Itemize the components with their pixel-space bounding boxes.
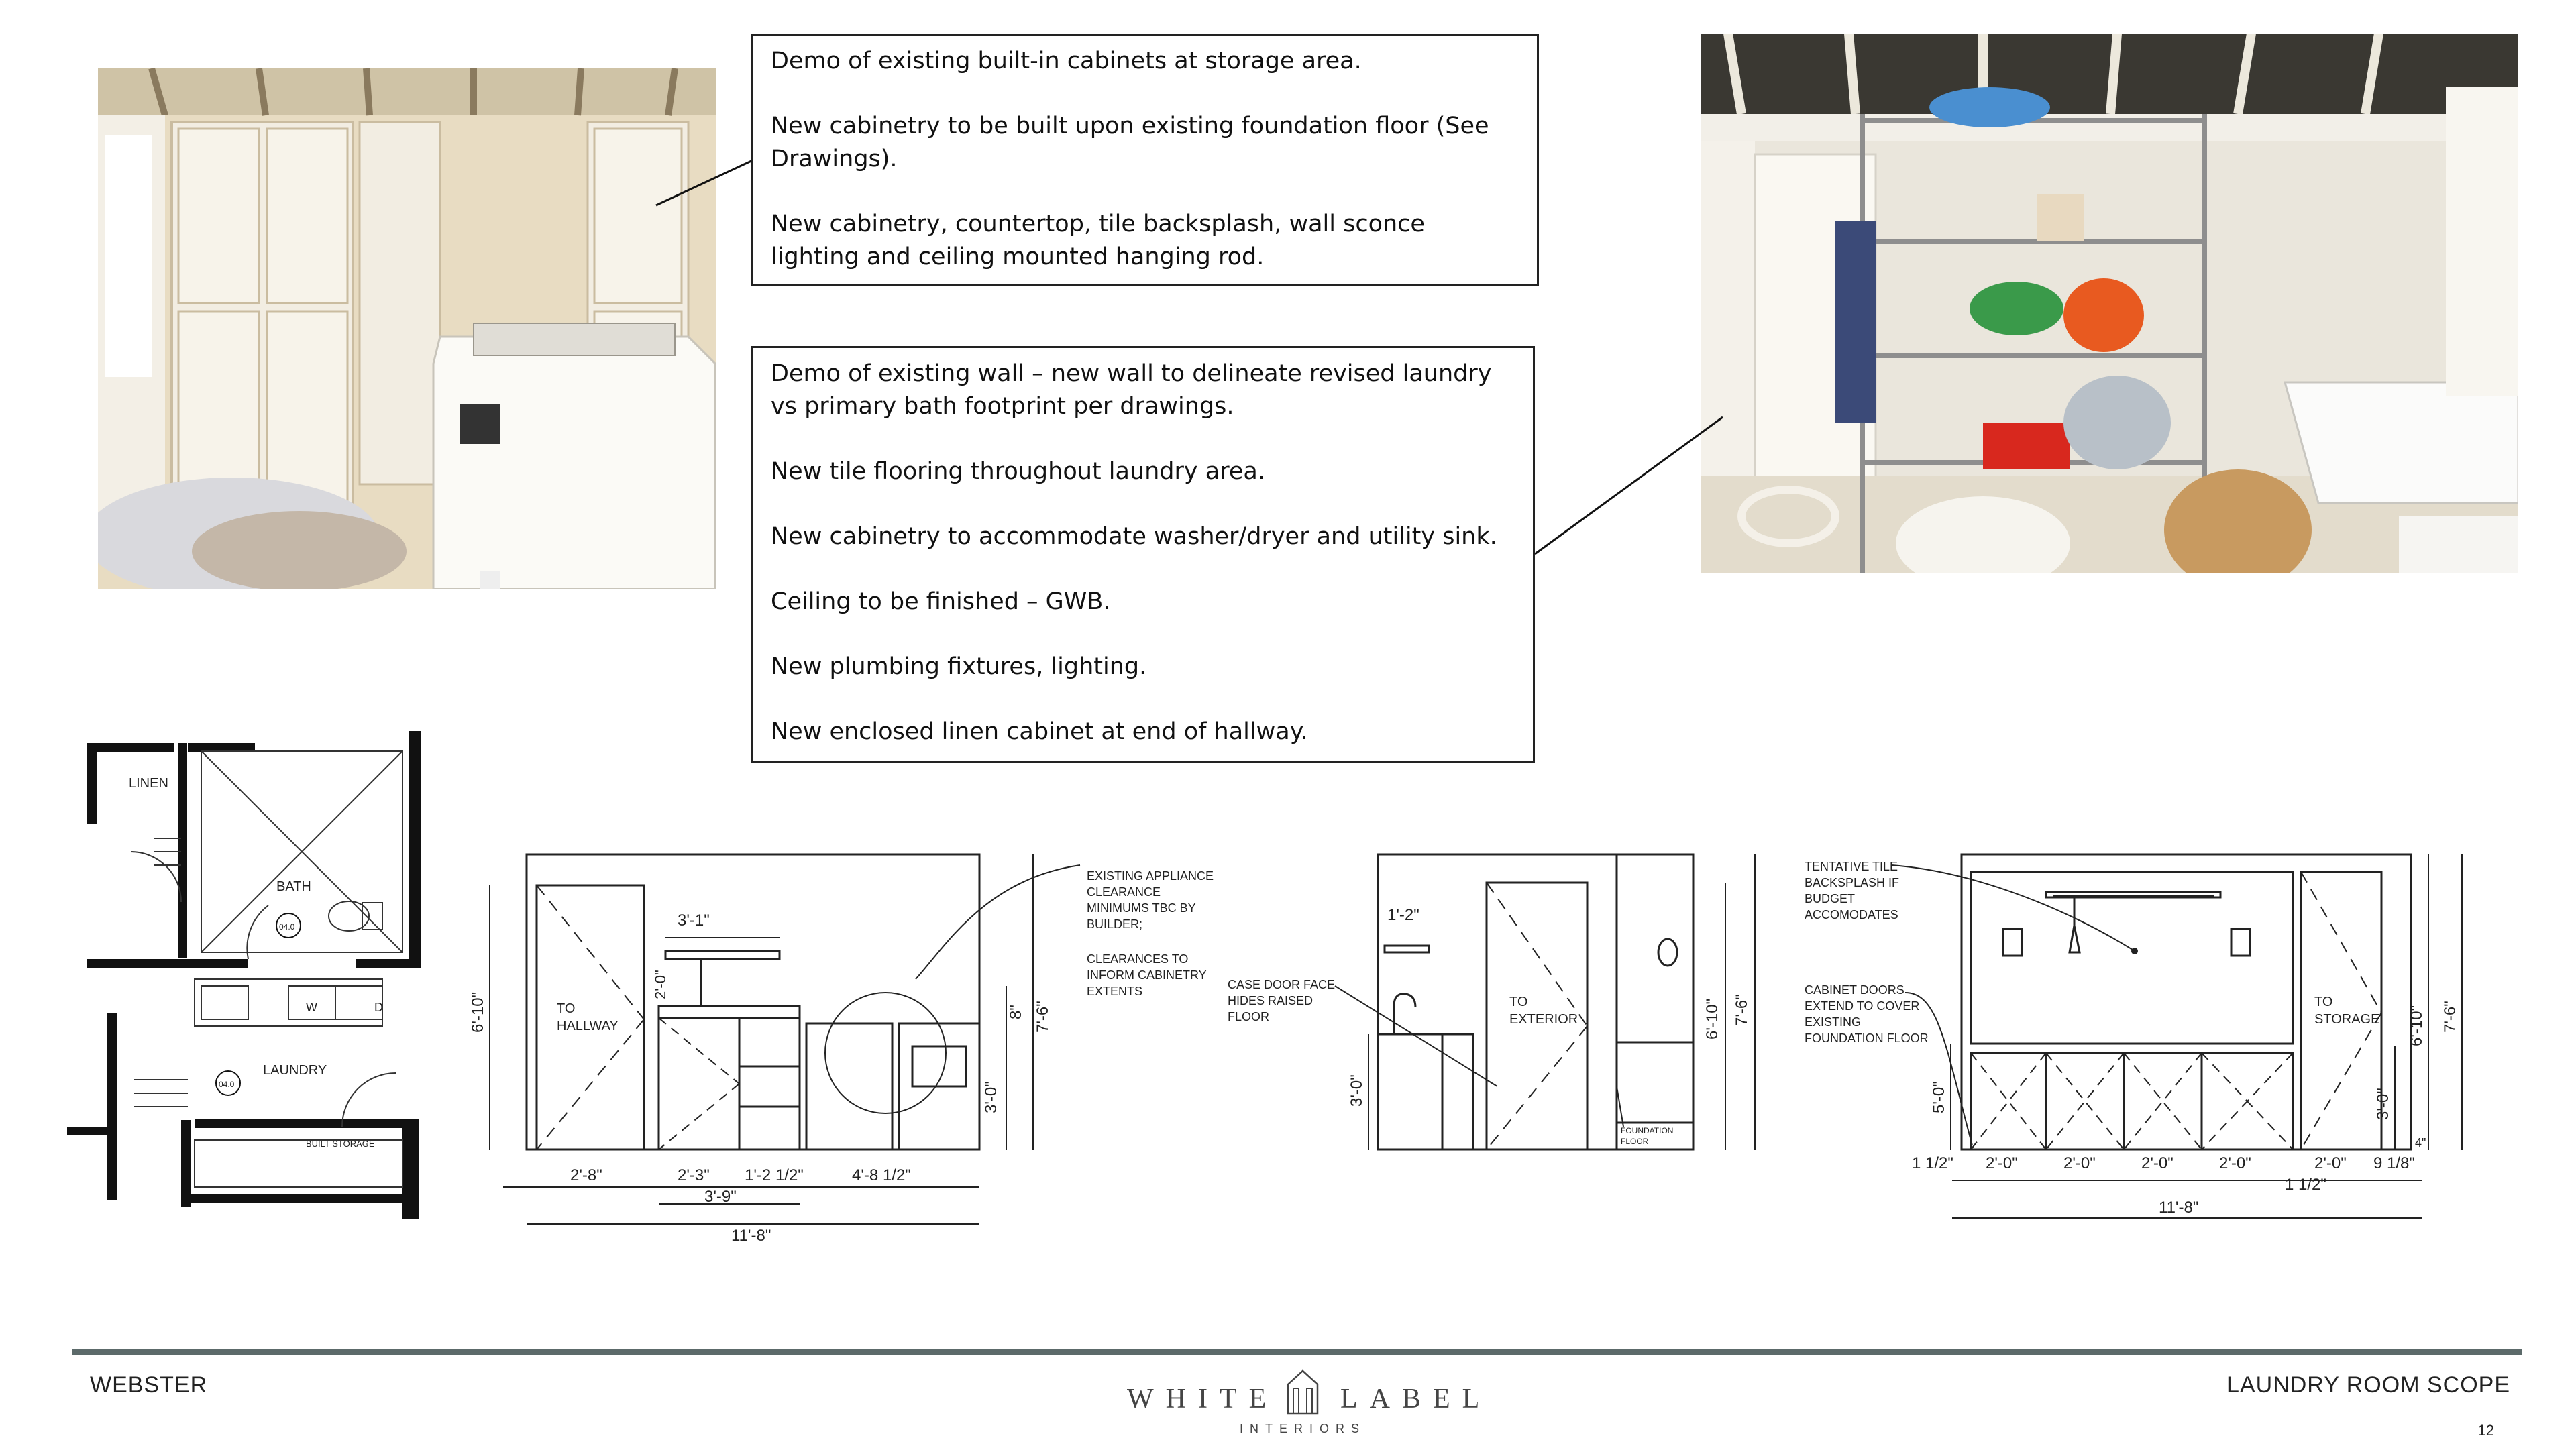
elevation-b-note-line: FLOOR <box>1228 1010 1270 1023</box>
elevation-c-note-line: CABINET DOORS <box>1805 983 1904 997</box>
elevation-b-note-line: CASE DOOR FACE <box>1228 978 1336 991</box>
elevation-c-note-line: BACKSPLASH IF <box>1805 876 1900 889</box>
elevation-b-dim-h2: 7'-6" <box>1733 994 1751 1026</box>
elevation-b-dim-h3: 3'-0" <box>1348 1074 1366 1107</box>
elevation-b-label-to: TO <box>1509 995 1528 1009</box>
floor-plan-tag-laundry-text: 04.0 <box>219 1080 235 1089</box>
elevation-a-dim-shelf: 3'-1" <box>678 911 710 930</box>
elevation-a-dim-h1: 6'-10" <box>469 991 487 1033</box>
elevation-a-dim-b5: 3'-9" <box>704 1188 737 1206</box>
elevation-a-dim-b4: 4'-8 1/2" <box>852 1166 911 1184</box>
white-label-logo <box>1127 1363 1492 1437</box>
elevation-c-dim-b1: 2'-0" <box>1986 1154 2018 1172</box>
elevation-a-note-line: INFORM CABINETRY <box>1087 968 1207 982</box>
elevation-c-dim-b4: 2'-0" <box>2219 1154 2251 1172</box>
elevation-b-foundation-line: FOUNDATION <box>1621 1126 1674 1135</box>
elevation-c-dim-b0: 1 1/2" <box>1912 1154 1953 1172</box>
elevation-c-label-to: TO <box>2314 995 2333 1009</box>
elevation-b-dim-shelf: 1'-2" <box>1387 906 1419 924</box>
elevation-b-note-line: HIDES RAISED <box>1228 994 1313 1007</box>
photo-storage-cabinets-image <box>98 68 716 589</box>
elevation-a-outline <box>527 854 979 1150</box>
elevation-c-leader-1 <box>1892 865 2135 951</box>
footer-project-name: WEBSTER <box>90 1372 208 1398</box>
elevation-a-note-line: EXISTING APPLIANCE <box>1087 869 1214 883</box>
elevation-c-note-line: ACCOMODATES <box>1805 908 1898 921</box>
elevation-c-note-line: BUDGET <box>1805 892 1856 905</box>
scope-note-laundry-line: New cabinetry to accommodate washer/dryer and utility sink. <box>771 523 1497 550</box>
elevation-b-outline <box>1378 854 1693 1150</box>
elevation-a-note-line: EXTENTS <box>1087 985 1143 998</box>
elevation-a-dim-b1: 2'-8" <box>570 1166 602 1184</box>
elevation-c-note-line: EXISTING <box>1805 1015 1862 1029</box>
scope-note-storage <box>751 34 1539 286</box>
elevation-c-dim-b3: 2'-0" <box>2141 1154 2174 1172</box>
elevation-c-dim-h1: 5'-0" <box>1930 1081 1948 1113</box>
floor-plan-label-dryer: D <box>374 1001 383 1014</box>
elevation-a-dim-b2: 2'-3" <box>678 1166 710 1184</box>
floor-plan-label-bath: BATH <box>276 879 311 894</box>
elevation-c-dim-b2: 2'-0" <box>2063 1154 2096 1172</box>
elevation-c-label-storage: STORAGE <box>2314 1012 2380 1027</box>
elevation-a-dim-total: 11'-8" <box>731 1227 771 1245</box>
elevation-b-label-exterior: EXTERIOR <box>1509 1012 1578 1027</box>
elevation-c-note-line: FOUNDATION FLOOR <box>1805 1031 1929 1045</box>
elevation-c-dim-b5: 2'-0" <box>2314 1154 2347 1172</box>
scope-note-laundry-line: Demo of existing wall – new wall to delineate revised laundry vs primary bath footprint per drawings. <box>771 360 1492 420</box>
scope-note-laundry-line: Ceiling to be finished – GWB. <box>771 588 1111 615</box>
elevation-a-dim-h4: 3'-0" <box>982 1081 1000 1113</box>
elevation-b-foundation-line: FLOOR <box>1621 1137 1649 1146</box>
elevation-a-dim-b3: 1'-2 1/2" <box>745 1166 804 1184</box>
floor-plan-label-storage: BUILT STORAGE <box>306 1139 375 1149</box>
floor-plan-tag-bath-text: 04.0 <box>279 922 295 932</box>
scope-note-storage-line: New cabinetry, countertop, tile backsplash, wall sconce lighting and ceiling mounted hanging rod. <box>771 211 1425 270</box>
leader-line-laundry <box>1535 417 1723 554</box>
elevation-a-label-to: TO <box>557 1001 576 1016</box>
logo-word-right: LABEL <box>1340 1384 1492 1414</box>
elevation-c-note-line: EXTEND TO COVER <box>1805 999 1920 1013</box>
elevation-c-dim-h3: 7'-6" <box>2441 1001 2459 1033</box>
floor-plan-label-linen: LINEN <box>129 776 168 791</box>
page-number: 12 <box>2477 1422 2494 1439</box>
logo-word-left: WHITE <box>1127 1384 1279 1414</box>
elevation-exterior-door <box>1221 845 1771 1167</box>
scope-note-storage-line: New cabinetry to be built upon existing foundation floor (See Drawings). <box>771 113 1489 172</box>
house-logo-icon <box>1285 1368 1320 1415</box>
elevation-a-dim-h3: 8" <box>1007 1005 1025 1019</box>
elevation-c-dim-b6: 9 1/8" <box>2373 1154 2415 1172</box>
scope-note-storage-line: Demo of existing built-in cabinets at storage area. <box>771 48 1362 74</box>
scope-note-laundry-line: New tile flooring throughout laundry area. <box>771 458 1265 485</box>
elevation-c-dim-h2: 6'-10" <box>2408 1005 2426 1046</box>
elevation-a-note-line: CLEARANCES TO <box>1087 952 1189 966</box>
scope-note-laundry-line: New plumbing fixtures, lighting. <box>771 653 1147 680</box>
elevation-storage-cabinets <box>1805 845 2542 1234</box>
elevation-a-note-line: MINIMUMS TBC BY <box>1087 901 1196 915</box>
footer-section-title: LAUNDRY ROOM SCOPE <box>2226 1372 2510 1398</box>
elevation-c-dim-total: 11'-8" <box>2159 1198 2199 1217</box>
floor-plan <box>67 731 443 1221</box>
elevation-c-dim-b7: 1 1/2" <box>2285 1176 2326 1194</box>
elevation-a-dim-h5: 2'-0" <box>652 970 669 999</box>
scope-note-laundry-line: New enclosed linen cabinet at end of hallway. <box>771 718 1308 745</box>
elevation-c-dim-h5: 4" <box>2415 1136 2426 1150</box>
elevation-c-dim-h4: 3'-0" <box>2374 1088 2392 1120</box>
logo-subtitle: INTERIORS <box>1240 1422 1366 1435</box>
floor-plan-label-laundry: LAUNDRY <box>263 1063 327 1078</box>
photo-storage-cabinets <box>98 68 716 589</box>
elevation-b-dim-h1: 6'-10" <box>1703 998 1721 1040</box>
elevation-sink-washer <box>469 845 1241 1261</box>
elevation-a-label-hallway: HALLWAY <box>557 1019 619 1033</box>
elevation-a-dim-h2: 7'-6" <box>1034 1001 1052 1033</box>
photo-laundry-shelving <box>1701 34 2518 573</box>
photo-laundry-shelving-image <box>1701 34 2518 573</box>
elevation-c-note-line: TENTATIVE TILE <box>1805 860 1898 873</box>
elevation-a-note-line: BUILDER; <box>1087 917 1143 931</box>
floor-plan-label-washer: W <box>306 1001 317 1014</box>
scope-note-laundry <box>751 346 1535 763</box>
elevation-a-note-line: CLEARANCE <box>1087 885 1161 899</box>
footer-rule <box>72 1349 2522 1355</box>
